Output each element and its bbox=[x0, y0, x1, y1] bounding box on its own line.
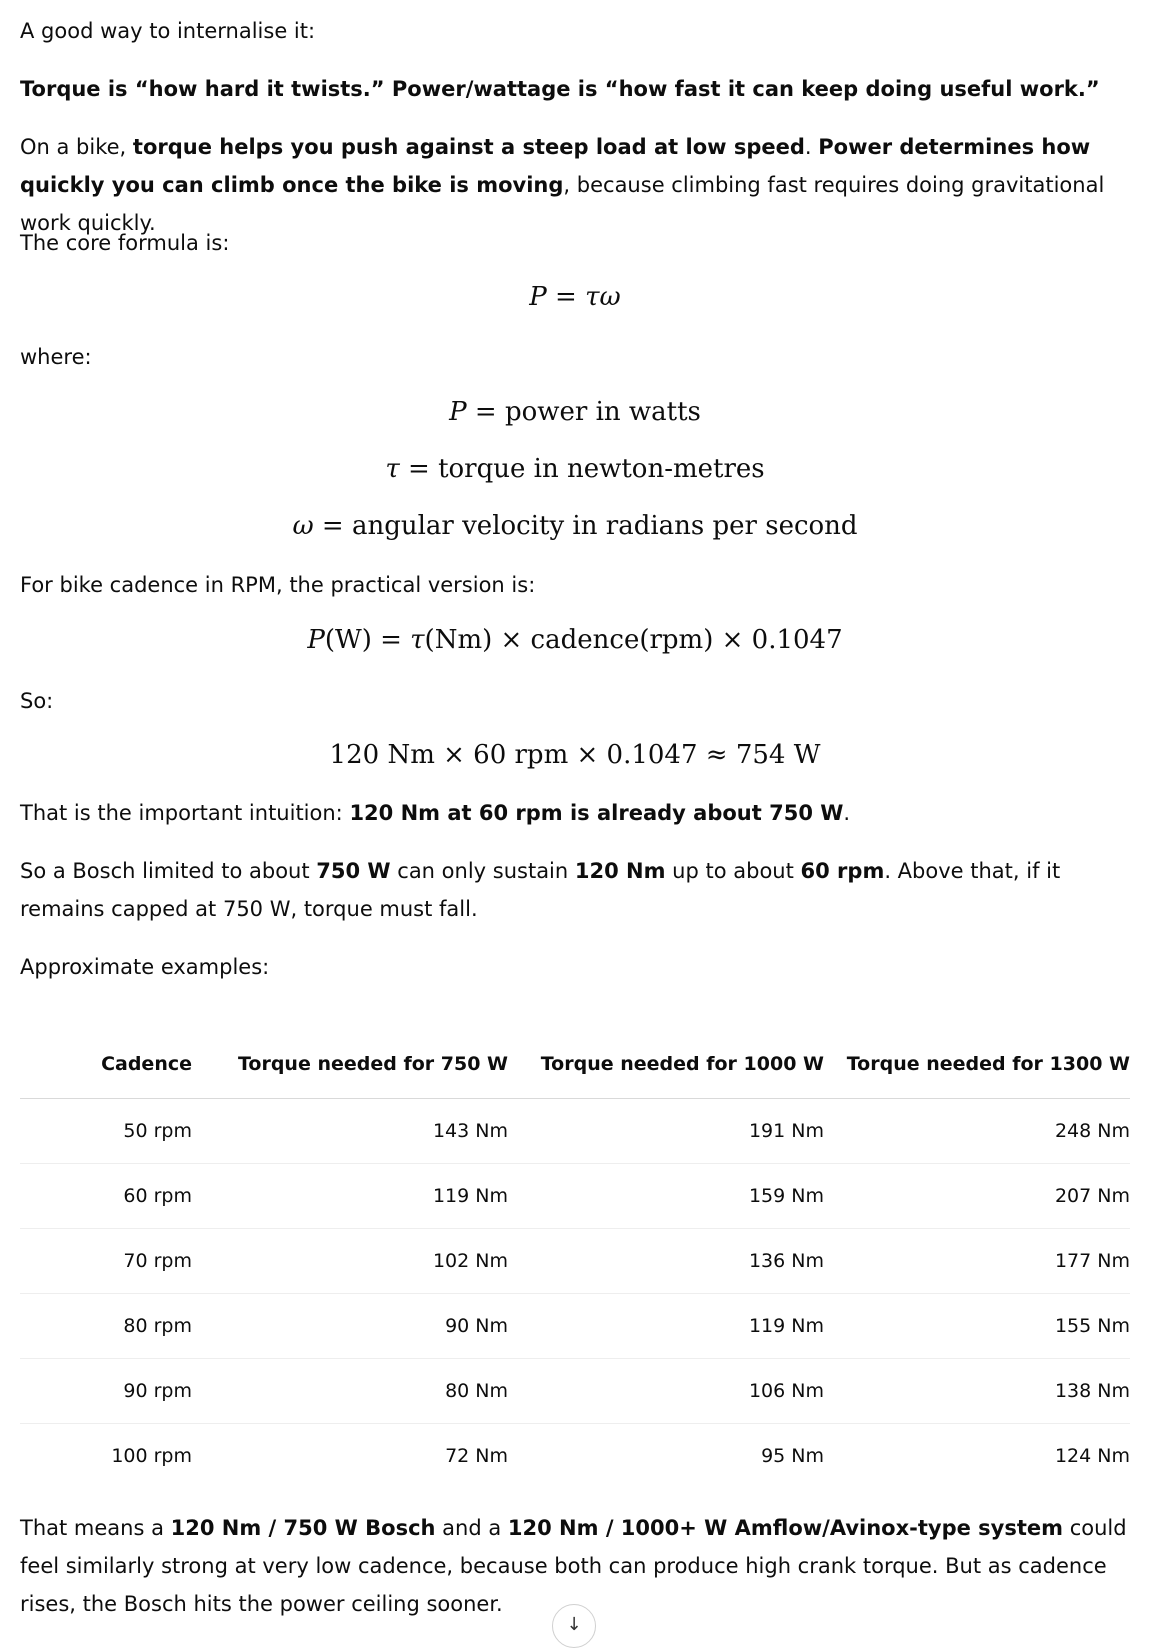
table-row bbox=[20, 1164, 1130, 1229]
cell-cadence: 60 rpm bbox=[20, 1164, 192, 1229]
cell-cadence: 50 rpm bbox=[20, 1099, 192, 1164]
cell-torque-1300w: 177 Nm bbox=[824, 1229, 1130, 1294]
header-torque-1000w: Torque needed for 1000 W bbox=[508, 1040, 824, 1099]
cell-torque-1000w: 95 Nm bbox=[761, 1445, 824, 1467]
examples-label: Approximate examples: bbox=[20, 955, 270, 979]
cell-torque-1000w: 191 Nm bbox=[508, 1099, 824, 1164]
formula-practical: P(W) = τ(Nm) × cadence(rpm) × 0.1047 bbox=[307, 625, 843, 655]
intuition-paragraph: That is the important intuition: 120 Nm at 60 rpm is already about 750 W. bbox=[20, 801, 851, 825]
cell-torque-1000w: 136 Nm bbox=[508, 1229, 824, 1294]
table-row bbox=[20, 1229, 1130, 1294]
core-formula-label: The core formula is: bbox=[20, 231, 230, 255]
arrow-down-icon: ↓ bbox=[566, 1614, 582, 1635]
bosch-paragraph: So a Bosch limited to about 750 W can only sustain 120 Nm up to about 60 rpm. Above that, if it remains capped at 750 W, torque must fall. bbox=[20, 859, 1061, 921]
cell-torque-750w: 90 Nm bbox=[192, 1294, 508, 1359]
table-header-row bbox=[20, 1040, 1130, 1099]
definition-torque: τ = torque in newton-metres bbox=[385, 454, 765, 484]
cell-cadence: 80 rpm bbox=[20, 1294, 192, 1359]
cell-torque-750w: 102 Nm bbox=[192, 1229, 508, 1294]
so-label: So: bbox=[20, 689, 54, 713]
cell-cadence: 70 rpm bbox=[20, 1229, 192, 1294]
cell-torque-1000w: 106 Nm bbox=[508, 1359, 824, 1424]
cell-torque-1000w: 119 Nm bbox=[508, 1294, 824, 1359]
cell-torque-1300w: 138 Nm bbox=[824, 1359, 1130, 1424]
cell-torque-750w: 119 Nm bbox=[192, 1164, 508, 1229]
formula-main: P = τω bbox=[529, 282, 621, 312]
formula-example: 120 Nm × 60 rpm × 0.1047 ≈ 754 W bbox=[329, 740, 821, 770]
torque-table bbox=[20, 1040, 1130, 1488]
table-row bbox=[20, 1099, 1130, 1164]
table-row bbox=[20, 1294, 1130, 1359]
cell-torque-750w: 72 Nm bbox=[445, 1445, 508, 1467]
cell-torque-1000w: 159 Nm bbox=[508, 1164, 824, 1229]
definition-angular-velocity: ω = angular velocity in radians per second bbox=[292, 511, 858, 541]
cadence-label: For bike cadence in RPM, the practical version is: bbox=[20, 573, 536, 597]
summary-text: Torque is “how hard it twists.” Power/wattage is “how fast it can keep doing useful work.” bbox=[20, 77, 1100, 101]
cell-cadence: 90 rpm bbox=[20, 1359, 192, 1424]
header-cadence: Cadence bbox=[20, 1040, 192, 1099]
cell-torque-1300w: 248 Nm bbox=[824, 1099, 1130, 1164]
cell-torque-1300w: 155 Nm bbox=[824, 1294, 1130, 1359]
conclusion-paragraph: That means a 120 Nm / 750 W Bosch and a 120 Nm / 1000+ W Amflow/Avinox-type system could feel similarly strong at very low cadence, because both can produce high crank torque. But as cadence rises, the Bosch hits the power ceiling sooner. bbox=[20, 1516, 1127, 1616]
intro-text: A good way to internalise it: bbox=[20, 19, 316, 43]
cell-cadence: 100 rpm bbox=[111, 1445, 192, 1467]
table-row bbox=[20, 1424, 1130, 1489]
definition-power: P = power in watts bbox=[449, 397, 701, 427]
header-torque-750w: Torque needed for 750 W bbox=[192, 1040, 508, 1099]
scroll-to-bottom-button[interactable] bbox=[552, 1604, 596, 1648]
cell-torque-1300w: 207 Nm bbox=[824, 1164, 1130, 1229]
where-label: where: bbox=[20, 345, 92, 369]
cell-torque-750w: 143 Nm bbox=[192, 1099, 508, 1164]
bike-paragraph: On a bike, torque helps you push against a steep load at low speed. Power determines how quickly you can climb once the bike is moving, because climbing fast requires doing gravitational work quickly. bbox=[20, 135, 1105, 235]
cell-torque-1300w: 124 Nm bbox=[1054, 1445, 1130, 1467]
cell-torque-750w: 80 Nm bbox=[192, 1359, 508, 1424]
header-torque-1300w: Torque needed for 1300 W bbox=[824, 1040, 1130, 1099]
table-row bbox=[20, 1359, 1130, 1424]
